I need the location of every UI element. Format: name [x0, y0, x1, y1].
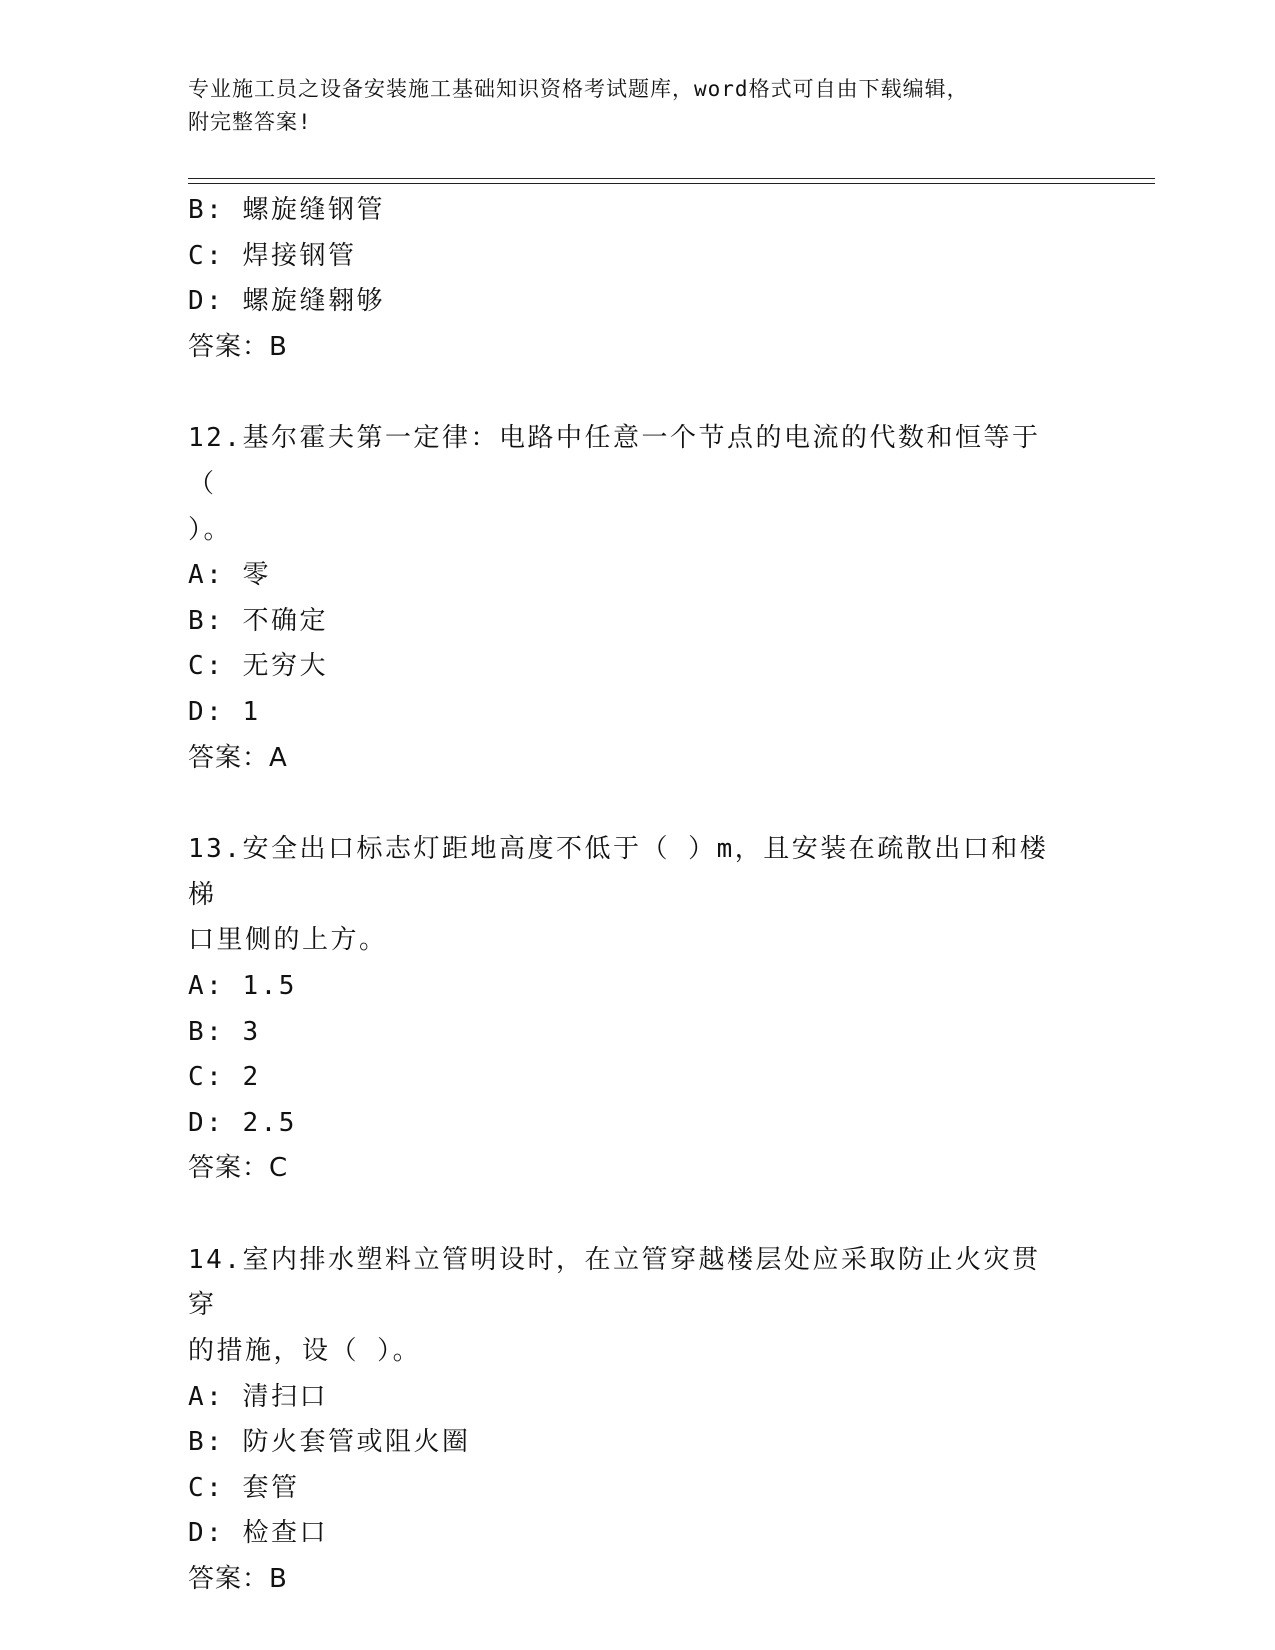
option-c: C: 套管 [188, 1472, 300, 1503]
spacer [188, 781, 1088, 827]
question-14 [188, 1238, 1088, 1603]
header-divider-top [188, 178, 1155, 179]
option-d: D: 检查口 [188, 1518, 328, 1549]
header-title-line-1: 专业施工员之设备安装施工基础知识资格考试题库，word格式可自由下载编辑， [188, 77, 969, 101]
option-c: C: 无穷大 [188, 651, 328, 682]
question-stem [188, 827, 1058, 964]
question-12 [188, 416, 1088, 781]
question-stem-line-1: 12.基尔霍夫第一定律：电路中任意一个节点的电流的代数和恒等于（ [188, 423, 1041, 499]
question-list [188, 188, 1088, 1603]
option-a: A: 清扫口 [188, 1381, 328, 1412]
option-b: B: 螺旋缝钢管 [188, 195, 385, 225]
answer-label: 答案：B [188, 331, 288, 362]
header-title-line-2: 附完整答案! [188, 110, 312, 134]
option-b: B: 3 [188, 1016, 261, 1047]
option-b: B: 不确定 [188, 605, 328, 636]
option-a: A: 零 [188, 560, 271, 591]
option-a: A: 1.5 [188, 970, 297, 1001]
answer-label: 答案：A [188, 742, 288, 773]
question-stem-line-1: 13.安全出口标志灯距地高度不低于（ ）m，且安装在疏散出口和楼梯 [188, 834, 1049, 910]
option-b: B: 防火套管或阻火圈 [188, 1427, 471, 1458]
answer-label: 答案：B [188, 1564, 288, 1595]
option-d: D: 螺旋缝翱够 [188, 286, 385, 317]
question-stem-line-2: 口里侧的上方。 [188, 925, 388, 956]
answer-label: 答案：C [188, 1153, 289, 1184]
spacer [188, 1192, 1088, 1238]
header-divider-bottom [188, 183, 1155, 184]
option-c: C: 焊接钢管 [188, 240, 357, 271]
question-stem [188, 1238, 1058, 1375]
option-c: C: 2 [188, 1062, 261, 1093]
spacer [188, 370, 1088, 416]
question-13 [188, 827, 1088, 1192]
option-d: D: 2.5 [188, 1107, 297, 1138]
question-stem-line-2: 的措施，设（ ）。 [188, 1336, 422, 1367]
question-stem [188, 416, 1058, 553]
question-stem-line-2: ）。 [188, 514, 233, 545]
question-stem-line-1: 14.室内排水塑料立管明设时，在立管穿越楼层处应采取防止火灾贯穿 [188, 1244, 1041, 1321]
question-11-partial [188, 188, 1088, 370]
option-d: D: 1 [188, 696, 261, 727]
document-header [188, 73, 1088, 139]
